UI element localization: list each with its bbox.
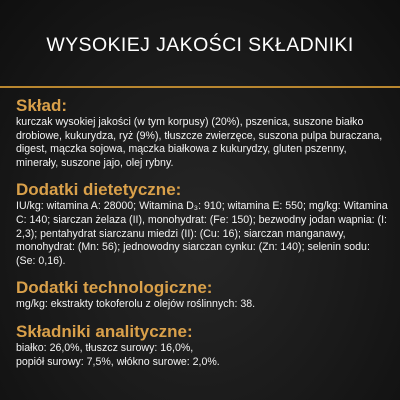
- section-body-technological-additives: mg/kg: ekstrakty tokoferolu z olejów roślinnych: 38.: [16, 298, 256, 311]
- analytical-line: popiół surowy: 7,5%, włókno surowe: 2,0%.: [16, 355, 220, 368]
- section-nutritional-additives: [16, 180, 388, 268]
- section-heading-nutritional-additives: Dodatki dietetyczne:: [16, 180, 182, 200]
- section-technological-additives: [16, 278, 388, 312]
- section-heading-technological-additives: Dodatki technologiczne:: [16, 278, 213, 298]
- header-divider: [0, 86, 400, 88]
- ingredients-panel: [16, 96, 388, 369]
- section-heading-composition: Skład:: [16, 96, 68, 115]
- analytical-line: białko: 26,0%, tłuszcz surowy: 16,0%,: [16, 341, 194, 354]
- page-title: WYSOKIEJ JAKOŚCI SKŁADNIKI: [46, 34, 354, 56]
- section-body-composition: kurczak wysokiej jakości (w tym korpusy) (20%), pszenica, suszone białko drobiowe, kukurydza, ryż (9%), tłuszcze zwierzęce, suszona pulpa buraczana, digest, mączka sojowa, mączka białkowa z kukurydzy, gluten pszenny, minerały, suszone jajo, olej rybny.: [16, 116, 383, 169]
- section-body-nutritional-additives: IU/kg: witamina A: 28000; Witamina D₃: 910; witamina E: 550; mg/kg: Witamina C: 140; siarczan żelaza (II), monohydrat: (Fe: 150); bezwodny jodan wapnia: (I: 2,3); pentahydrat siarczanu miedzi (II): (Cu: 16); siarczan manganawy, monohydrat: (Mn: 56); jednowodny siarczan cynku: (Zn: 140); selenin sodu: (Se: 0,16).: [16, 200, 388, 267]
- section-analytical-constituents: [16, 322, 388, 369]
- section-body-analytical-constituents: [16, 342, 388, 369]
- section-heading-analytical-constituents: Składniki analityczne:: [16, 321, 193, 341]
- header: [0, 0, 400, 98]
- section-composition: [16, 96, 388, 170]
